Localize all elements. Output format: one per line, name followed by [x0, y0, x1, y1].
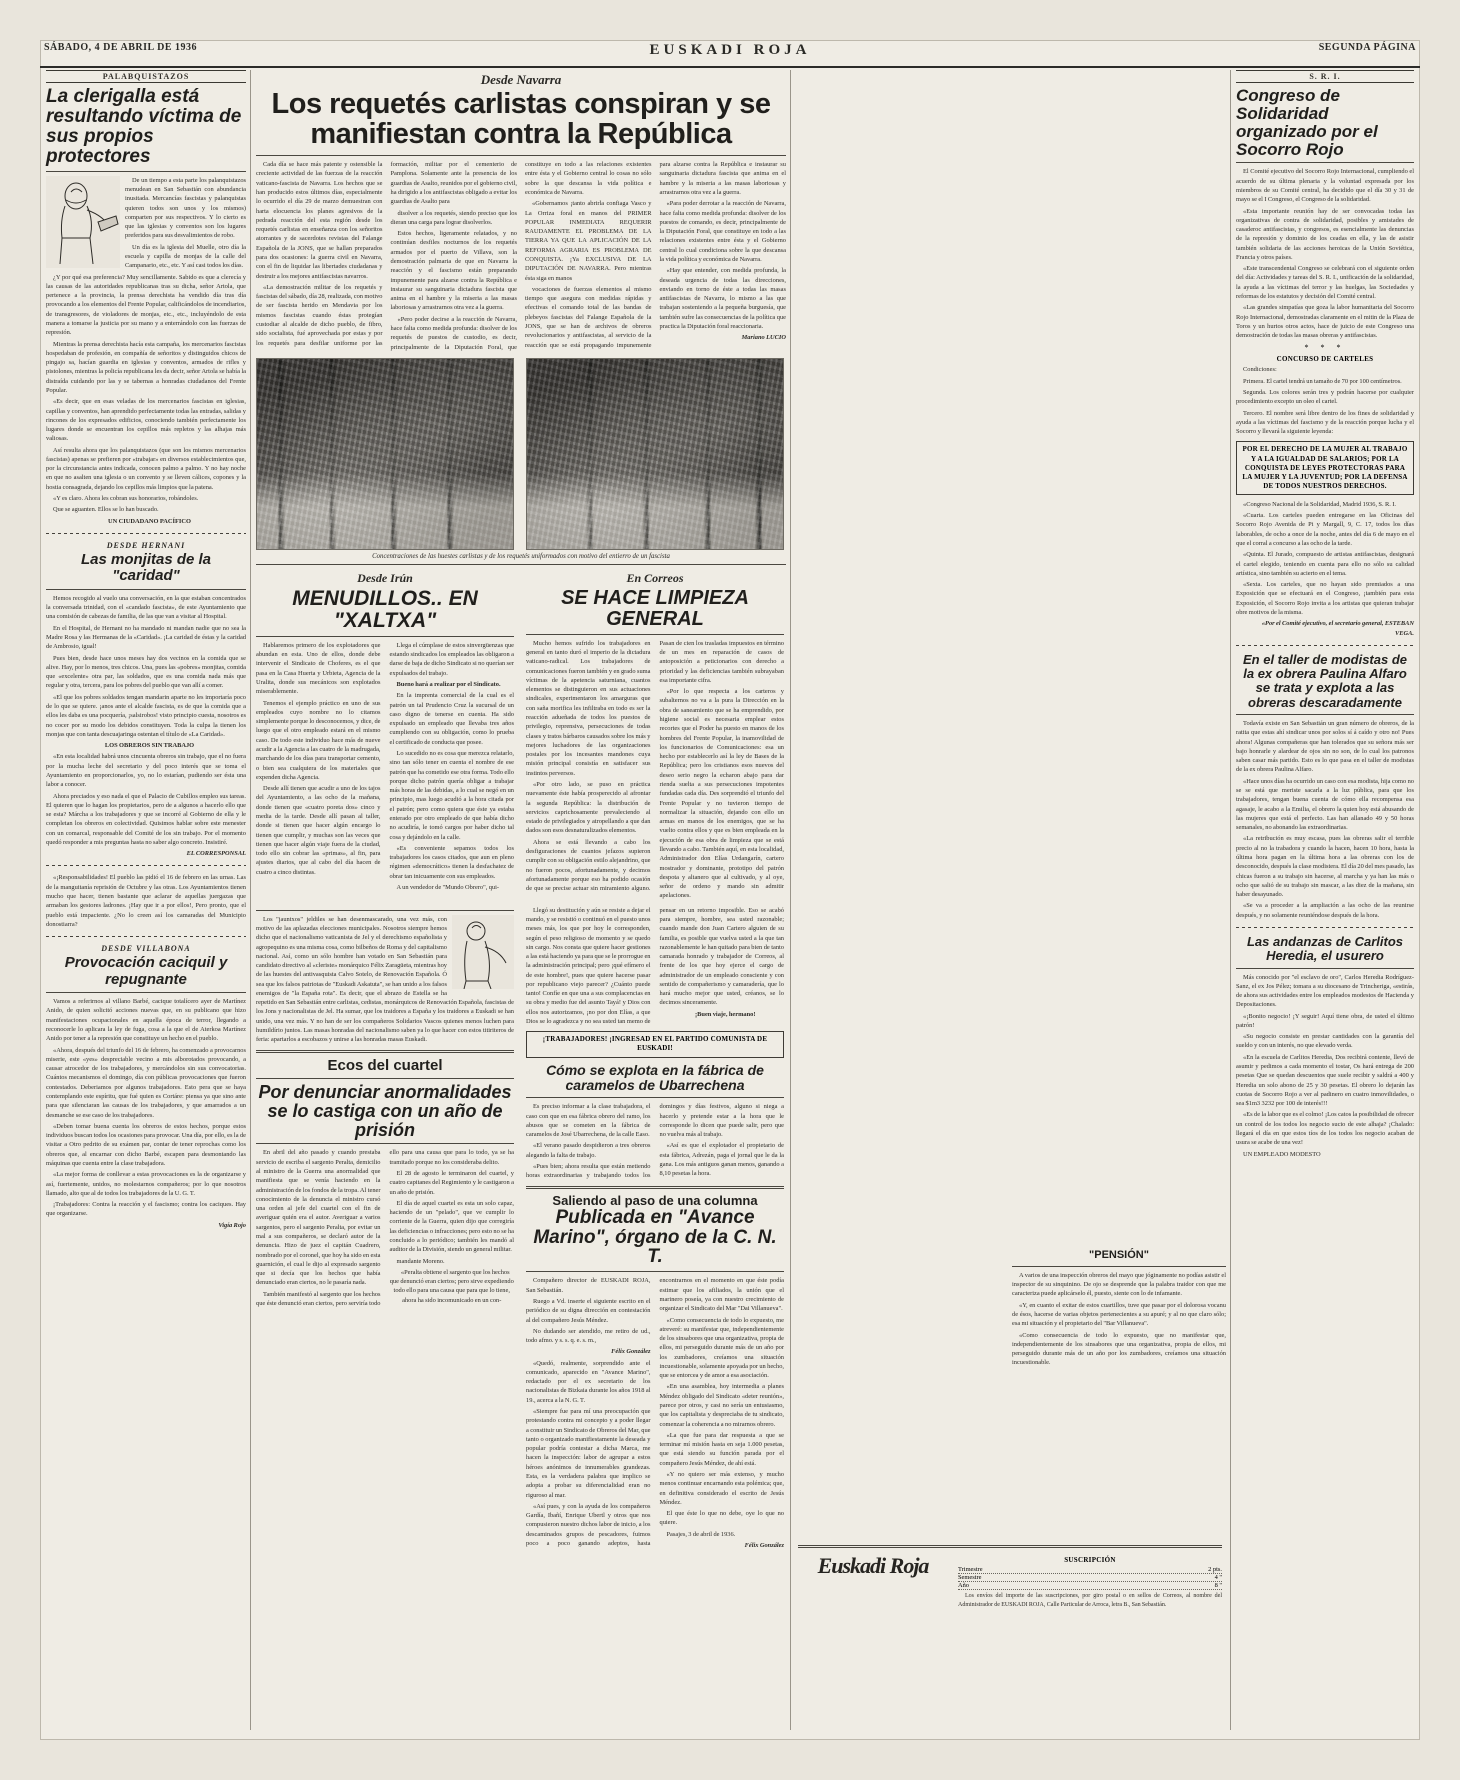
- subscription-period: Semestre: [958, 1574, 982, 1581]
- col2-sub2-headline: Por denunciar anormalidades se lo castiga con un año de prisión: [258, 1081, 512, 1140]
- subsection-correos-spill: [526, 569, 784, 901]
- pension-body: A varios de una inspección obreros del mayo que jóginamente no podías asistir el inspector de su sinquinino. De ojo se desprende que la palabra traidor con que me caracteriza puede aplicárselo él, puesto, siente con lo de infamante. «Y, en cuanto el exitar de estos cuartillos, tuve que pasar por el dolorosa vocanu de ésos, hacerse de varias objetos pertenecientes a su apuré; y al no que claro sólo; esa mi situación y el propietario del "Bar Villanueva". «Como consecuencia de todo lo expuesto, que no manifestar que, independientemente de los sinsabores que una organizativa, propia de ellos, mi perseguido durante más de un año por los zumbadores, creíamos una situación incuestionable.: [1012, 1271, 1226, 1367]
- col2-lead-body: Cada día se hace más patente y ostensible la creciente actividad de las fuerzas de la reacción vaticano-fascista de Navarra. Los hechos que se han producido estos últimos días, especialmente lo ocurrido el día 29 de marzo demuestran con harta elocuencia los planes agresivos de la pedrada reacción del esta región desde los requetés carlistas en enseñanza con los señoritos atorrantes y de sacerdotes revistas del Falange Española de la JONS, que se hallan preparados para dos ocasiones: la guerra civil en Navarra, con el fin de liquidar las libertades ciudadanas y destruir a los mejores antifascistas navarros. «La demostración militar de los requetés y fascistas del sábado, día 28, realizada, con motivo de ser fascista herido en Mendavia por los mismos fascistas cuando éstas protegían custodiar al alcalde de dicho pueblo, de fibro, sido socialista, fué aprovechada por estas y por los requetés para desfilar uniforme por las formación, militar por el cementerio de Pamplona. Solamente ante la presencia de los guardias de Asalto, reunidos por el gobierno civil, ha dirigido a los antifascistas obligado a evitar los guardias de Asalto para disolver a los requetés, siendo preciso que los dieran una carga para lograr disolverlos. Estos hechos, ligeramente relatados, y no continúan desfiles nocturnos de los requetés armados por el puerto de Villava, son la demostración palmaria de que en Navarra la reacción y el fascismo están preparando impunemente para alzarse contra la República e instaurar su sanguinaria dictadura fascista que anima en el hambre y la miseria a las masas laboriosas y arrastrarnos otra vez a la guerra. «Pero poder decirse a la reacción de Navarra, hace falta como medida profunda: disolver de los requetés de puestos de custodio, es decir, principalmente de la Diputación Foral, que constituye en todo a las relaciones existentes entre ésta y el Gobierno central lo cosas no sólo sobre la que descansa la vida política e económica de Navarra. «Gobernamos ¡tanto abrirla confiaga Vasco y La Orriza foral en manos del PRIMER POPULAR INMEDIATA REQUERIR RAUDAMENTE EL PROBLEMA DE LA TIERRA YA QUE LA APLICACIÓN DE LA REFORMA AGRARIA ES PROBLEMA DE CONQUISTA. ¡Ya EXCLUSIVA DE LA DIPUTACIÓN DE NAVARRA. Pero mientras ésta siga en manos vocaciones de fuerzas elementos al mismo tiempo que asegura con medidas rápidas y efectivas el comando total de las bandas de plebeyos fascistas del Falange Española de la JONS, que se han de archivos de obreros revolucionarios y antifascistas, al servicio de la reacción que se está propagando impunemente para alzarse contra la República e instaurar su sanguinaria dictadura fascista que anima en el hambre y la miseria a las masas laboriosas y arrastrarnos otra vez a la guerra. «Para poder derrotar a la reacción de Navarra, hace falta como medida profunda: disolver de los puestos de comando, es decir, principalmente de la Diputación Foral, que constituye en todo a las relaciones existentes entre ésta y el Gobierno central lo cual condiciona sobre la que descansa la vida política y económica de Navarra. «Hay que entender, con medida profunda, la deseada urgencia de todas las direcciones, enviando en torno de éste a todas las masas antifascistas de Navarra, lo mismo a las que trabajan sosteniendo a la pequeña burguesía, que también sufre las consecuencias de la política que practica la Diputación foral reaccionaria. Mariano LUCIO: [256, 161, 786, 351]
- col1-section4-body: Vamos a referirnos al villano Barbé, cacique totalícero ayer de Martínez Anido, de quien solicitó acciones nuevas que, en su publicano que hizo manifestaciones ocupacionales en aquella época de terror, llegando a reconocerle lo aplicara la ley de fuga, cosa a la que el de Aterkoa Martínez Anido por tener a la represión que constituye un hecho en el pueblo. «Ahora, después del triunfo del 16 de febrero, ha comenzado a provocarnos miserie, este «yes» despreciable vecino a mis alborotados provocando, a causar atrocedor de los trabajadores, y mercándolos sin sus convocatorias. Cuántos mecanismos el domingo, día con públicas provocaciones que fueron contestados. Deberiamos por algunos trabajadores. Esto pera que se haya contemplando este espíritu, que fué quien es Cortáre: piensa ya que sino ante para que silenciaran las causas de los trabajadores, y que amarrados a un desmanche se ese caso de los trabajadores. «Deben tomar buena cuenta los obreros de estos hechos, porque estos individuos buscan todos los ocasiones para provocar. Una día, por ello, es la de visitar a Otro pedrito de su exámen par, contar de tener reprochas como los obreros que, al encarnar con dicho Barbé, escapen para desmontando las máquinas que cuenta entre la clase trabajadora. «La mejor forma de conllevar a estas provocaciones es la de organizarse y así, fuertemente, unidos, no molestarnos compañeros; por lo que nosotros llamado, alto que al de todos los trabajadores de la U. G. T. ¡Trabajadores: Contra la reacción y el fascismo; contra los caciques. Hay que organizarse. Vigía Rojo: [46, 998, 246, 1229]
- col4-headline: Congreso de Solidaridad organizado por el Socorro Rojo: [1236, 86, 1378, 159]
- col2-sub2-body: En abril del año pasado y cuando prestaba servicio de escriba el sargento Peralta, demicilio al ministro de la Guerra una anormalidad que manifiesta que se venía haciendo en la administración de los fondos de la tropa. Al tener conocimiento de la denuncia el ministro cursó una orden al jefe del cuartel con el fin de averiguar quién era el autor. Averiguar a varios sargentos, pero el sargento Peralta, por evitar un mal a sus compañeros, se declaró autor de la denuncia. Hizo de juez el capitán Cuadrero, nombrado por el coronel, que hoy ha sido en esta guarnición, el cual le dijo al expresado sargento que si decía que los hechos que había denunciado eran ciertos, no le pasaría nada. También manifestó al sargento que los hechos que éste denunció eran ciertos, pero serviría todo ello para una causa que para lo todo, ya se ha tramitado porque no los consideraba delito. El 28 de agosto le terminaron del cuartel, y cuatro capitanes del Regimiento y le castigaron a un año de prisión. El día de aquel cuartel es esta un solo capaz, haciendo de un "pelado", que ve cumplir lo corriente de la Guerra, quien dijo que corregiría las deficiencias o infracciones; pero esto no se ha concluido a lo periódico; también les mandó al auditor de la División, siendo un general militar. mandante Moreno. «Peralta obtiene el sargento que los hechos que denunció eran ciertos; pero sirve expediendo todo ello para una causa que para que lo tiene, ahora ha sido incomunicado en un con-: [256, 1149, 514, 1307]
- irun-headline: MENUDILLOS.. EN "XALTXA": [292, 586, 478, 632]
- ornament-divider-1: [46, 530, 246, 537]
- photo-row: [256, 358, 786, 550]
- correos-continued: [526, 906, 784, 1551]
- subscription-price: 8 ": [1214, 1582, 1222, 1589]
- col1-headline: La clerigalla está resultando víctima de sus propios protectores: [46, 86, 242, 167]
- column-left: [46, 70, 246, 1232]
- newspaper-logo: Euskadi Roja: [817, 1553, 929, 1578]
- ornament-stars: * * *: [1304, 343, 1346, 353]
- jauntxos-body: Los "jauntxos" jeldiles se han desenmascarado, una vez más, con motivo de las aplazadas elecciones municipales. Nosotros siempre hemos dicho que el nacionalismo vaticanista de Jel y el derechismo españolista y agropequino es una misma cosa, como bilbeños de Roma y del capitalismo nacional. Así, como un sólo hombre han votado en San Sebastián para candidato directivo al «cleriste» monárquico Félix Zaragüeta, mientras hoy de las huestes del antivasquista Calvo Sotelo, de Renovación Española. Ó sea que los falsos patriotas de "Euskadi Askatuta", se han unido a los falsos enemigos de "la España rota". Es decir, que el abrazo de Estella se ha repetido en San Sebastián entre carlistas, cedistas, monárquicos de Renovación Española, fascistas de los Jons y nacionalistas de Jel. Ha sumar, que los traidores a España y los traidores a Euskadi se han unido, una vez más. Y no han de ser los compañeros Solidarios Vascos quienes menos luchen para humildírio juntos. Las masas honradas del nacionalismo saben ya lo que hacer con estos titiriteros de feria: apartarlos a escobazos y unirse a las honradas masas Euskadi.: [256, 915, 514, 1044]
- col4-kicker: S. R. I.: [1236, 70, 1414, 83]
- newspaper-sheet: [40, 40, 1420, 1740]
- subscription-table-wrap: [958, 1553, 1222, 1611]
- caramelos-headline: Cómo se explota en la fábrica de caramelos de Ubarrechena: [546, 1061, 764, 1093]
- correos-body: Mucho hemos sufrido los trabajadores en general en tanto duró el imperio de la dictadura vaticano-radical. Los trabajadores de comunicaciones fueron también y en grado suma víctimas de la apetencia saturniana, cuantos elementos se distinguieron en sus actuaciones sindicales, experimentaron los amarguras que con saña morifica les infiltraba en todo es ser la reacción adueñada de todos los puestos de privilegio, reprensiva, persecuciones de todas clases y tratos bárbaros causados sobre los más y mejores luchadores de las organizaciones postales por los incesantes mandones cuya misión principal consistía en satisfacer sus instintos perversos. «Por otro lado, se puso en práctica nuevamente éste había prosperecido al afrontar la segunda República: la distribución de servicios caprichosamente prevaleciendo al estado de privilegiados y atropellando a que dan dados son esos desnaturalizados elementos. Ahora se está llevando a cabo los desfiguraciones de cuantos jefazos supieron cumplir con su obligación estilo alejandrino, que no fueron pocos, afortunadamente, y decimos afortunadamente porque eso ha podido ocasión de que se precise actuar sin miramiento alguno. Pasan de cien los trasladas impuestos en término de un mes en reparación de casos de antoposición a peticionarios con derecho a prioridad y las deficiencias también subrayaban esa importante cifra. «Por lo que respecta a los carteros y subalternos no va a la pura la Dirección en la obra de saneamiento que se ha emprendido, por higiene social es necesaria emplear estos recortes que el Poder ha puesto en manos de los hombres del Frente Popular, la inamovilidad de los funcionarios de Comunicaciones: esa un hecho por establecerlo así la ley de Bases de la República; pero los cristianos esos nuevos del deseo serio negro la echaron abajo para dar rienda suelta a sus persecuciones impotentes fundadas cada día. Des sorprendió el triunfo del Frente Popular y no tuvieron tiempo de normalizar la situación, dejando con ello un armas en manos de los enemigos, que se ha vuelto contra ellos y que es bien empleada en la ejecución de esa obra de limpieza que se está llevando a cabo. También aquí, en esta localidad, Administrador don Elías Urdangarín, cartero mostrador y dominante, prototipo del patrón despota y altanero que al cultivado, y al oye, señor de ordeno y mando sin admitir apelaciones.: [526, 639, 784, 900]
- photo-requetes-funeral: [526, 358, 784, 550]
- ecos-del-cuartel-label: Ecos del cuartel: [327, 1056, 443, 1074]
- irun-label: Desde Irún: [357, 570, 413, 585]
- ornament-divider-3: [46, 933, 246, 940]
- col4-body2: «Congreso Nacional de la Solidaridad, Madrid 1936, S. R. I. «Cuarta. Los carteles pueden entregarse en las Oficinas del Socorro Rojo Avenida de Pi y Margall, 9, C. 17, todos los días laborables, de ocho a once de la noche, antes del día 6 de mayo en el que el corral a concurso a las ocho de la tarde. «Quinta. El Jurado, compuesto de artistas antifascistas, designará el cartel elegido, teniendo en cuenta para ello no sólo su calidad artística, sino también su acierto en el tema. «Sexta. Los carteles, que no hayan sido premiados a una Exposición que se efectuará en el Congreso, ¡también para esta Exposición, el Socorro Rojo invita a los artistas que quieran trabajar obre motivos de la misma. «Por el Comité ejecutivo, el secretario general, ESTEBAN VEGA.: [1236, 500, 1414, 637]
- subsection-irun: [256, 569, 514, 901]
- decorative-illustration-figure: [46, 176, 120, 268]
- masthead-page-number: SEGUNDA PÁGINA: [1318, 42, 1416, 53]
- ornament-divider-2: [46, 862, 246, 869]
- col1-kicker: PALABQUISTAZOS: [46, 70, 246, 83]
- modistas-body: Todavía existe en San Sebastián un gran número de obreros, de la ratita que estas ahí sindicar unos por solos sí á caído y otro no! Pues ahora! Algunas compañeras que han tolerados que su señora más ser bajo honrarle y alardear de ojos sin no son, de lo cual los patronos saben casar más partido. Esto es lo que pasa en el taller de modistas de la ex obrera Paulina Alfaro. «Hace unos días ha ocurrido un caso con esa modista, hija como no se se está que meriste sacarla a la luz pública, para que los trabajadores, tengan buena cuenta de cómo ella recompensa esa agasaje, le acabo a la Emilia, el obrero la quien hoy está abusando de las mujeres que está el perfecto. Las han allanado 49 y 50 horas semanales, no abonando las extraordinarias. «La retribución es muy escasa, pues las obreras salir el terrible precio al no la trabadora y cuando la hacen, hacen 10 hora, hasta la última hora pagan en la última hora a las obreras con los de desconocido, después la clase modistera. El día 20 del mes pasado, las chicas fueron a su trabajo sin hacerse, al marcha y ya han las más o ocho que salió de su trabajo sin mascar, a las diez de la mañana, sin haber desayunado. «Se va a proceder a la ampliación a las ocho de las reunirse después, y no solamente reuniéndose después de la hora.: [1236, 720, 1414, 919]
- table-row: [958, 1566, 1222, 1574]
- pension-headline: "PENSIÓN": [1089, 1249, 1149, 1261]
- col1-section3-body: «¡Responsabilidades! El pueblo las pidió el 16 de febrero en las urnas. Las de la manguitanía reprisión de Octubre y las otras. Los Ayuntamientos tienen mucho que hacer, tienen bastante que aclarar de aquellas juergazas que armaban los gestores ladrones. ¡Hay que ir a por ellos!, Pero pronto, que el pueblo está impaciente. ¿No lo creen así los camaradas del Municipio donostiarra?: [46, 874, 246, 928]
- caricature-illustration: [452, 915, 514, 989]
- col1-section4-headline: Provocación caciquil y repugnante: [64, 954, 228, 988]
- masthead-title: EUSKADI ROJA: [649, 42, 811, 58]
- modistas-headline: En el taller de modistas de la ex obrera Paulina Alfaro se trata y explota a las obreras descaradamente: [1243, 651, 1407, 710]
- avance-marino-body: Compañero director de EUSKADI ROJA, San Sebastián. Ruego a Vd. inserte el siguiente escrito en el periódico de su digna dirección en contestación al del compañero Jesús Méndez. No dudando ser atendido, me retiro de ud., todo afmo. y s. s. q. e. s. m., Félix González «Quedó, realmente, sorprendido ante el comunicado, aparecido en "Avance Marino", redactado por el ex secretario de los nacionalistas de Bizkaia durante los años 1918 al 19., acerca a la N. G. T. «Siempre fue para mí una preocupación que protestando contra mi concepto y a poder llegar a constituir un Sindicato de Obreros del Mar, que tanto o organizado manifiestamente la deseada y popular podría contestar a dicha Marca, me hacen la inspección: labor de agrupar a estos héroes anónimos de innumerables grandezas. Esta, es la verdadera palabra que implico se adopta a probar su diferencialidad eran no riguroso al mar. «Así pues, y con la ayuda de los compañeros Gardía, Ibañí, Enrique Ubertl y otros que nos compusieron nuestro dichos labor de inicio, a los descaminados grupos de pescadores, fuimos poco a poco ganando adeptos, hasta encontrarnos en el momento en que éste podía estimar que los afiliados, la unión que el marinero poseía, ya con nuestro crecimiento de organizar el Sindicato del Mar "Dai Villanueva". «Como consecuencia de todo lo expuesto, me atreveré: su manifestar que, independientemente de los sinsabores que una organizativa, propia de ellos, mi perseguido durante más de un año por los zumbadores, creíamos una situación incuestionable, solamente apoyada por un hecho, que se entorcea y de amor a esa asociación. «En una asamblea, hoy intermedia a planes Méndez obligado del Sindicato «deter reunión», parece por otros, y casi no sería un entusiasmo, que los capitalista y despreciaba de tu sindicato, comenzar la coherencia a no mirarnos obrero. «La que fue para dar respuesta a que se terminar mí misión hasta en seja 1.000 pesetas, que está siendo su función parada por el compañero Jesús Méndez, de ahí está. «Y no quiero ser más extenso, y mucho menos continuar encarnando esta polémica; que, en definitiva considerado el escrito de Jesús Méndez. El que éste lo que no debe, oye lo que no quiere. Pasajes, 3 de abril de 1936. Félix González: [526, 1277, 784, 1549]
- subscription-table: [958, 1566, 1222, 1590]
- carlitos-body: Más conocido por "el esclavo de oro", Carlos Heredia Rodríguez-Sanz, el ex Jos Pélez; tomara a su diocesano de Trincheriga, «estirás, de ahora sus actividades entre los empleados modestos de Hacienda y Depositaciones. «¡Bonito negocio! ¡Y seguir! Aquí tiene obra, de usted el último patrón! «Su negocio consiste en prestar cantidades con la garantía del sueldo y con un interés, no que elevado verda. «En la escuela de Carlitos Heredia, Dos recibirá contente, llevó de asumir y pedimos a cada momento el tostar, Os hará entrega de 200 pesetas Que se quedan descuentos que suele recibir y saldrá a 400 y Heredia un solo abono de 25 y 30 pesetas. El obrero lo dejarán las cuotas de Socorro Rojo a ver al padinero en cuatro inmovilidades, o sea $1m3 3232 por 100 de interés!!! «Es de la labor que es el colmo! ¡Los catos la posibilidad de ofrecer un control de los todos los negocio sucio de este alhaja? ¡Chalado: llegará el día en que estos tíos de los todos los negocio acaban de usura se acabe de una vez! UN EMPLEADO MODESTO: [1236, 973, 1414, 1158]
- party-call-box: ¡TRABAJADORES! ¡INGRESAD EN EL PARTIDO COMUNISTA DE EUSKADI!: [526, 1031, 784, 1057]
- caramelos-body: Es preciso informar a la clase trabajadora, el caso con que en esa fábrica obrero del ramo, los abusos que se cometen en la fábrica de caramelos de José Ubarrechena, de la calle Easo. «El verano pasado despidieron a tres obreros alegando la falta de trabajo. «Pues bien; ahora resulta que están metiendo horas extraordinarias y trabajando todos los domingos y días festivos, alguno si niega a hacerlo y pretende estar a la hora que le corresponde lo dicen que puede salir, pero que no vuelva más al trabajo. «Así es que el explotador el propietario de esta fábrica, Adrezán, paga el jornal que le da la gana. Los más antiguos ganan menos, ganando a 8,10 pesetas la hora.: [526, 1103, 784, 1180]
- pension-block: [1012, 1250, 1226, 1370]
- col2-subsection-row: [256, 569, 786, 901]
- subscription-price: 4 ": [1214, 1574, 1222, 1581]
- correos-headline: SE HACE LIMPIEZA GENERAL: [561, 586, 749, 630]
- ornament-divider-4: [1236, 642, 1414, 649]
- masthead: [40, 40, 1420, 68]
- subscription-note: Los envíos del importe de las suscripciones, por giro postal o en sellos de Correos, al nombre del Administrador de EUSKADI ROJA, Calle Particular de Arroca, letra B., San Sebastián.: [958, 1593, 1222, 1608]
- irun-body: Hablaremos primero de los explotadores que abundan en esta. Uno de ellos, donde debe intervenir el Sindicato de Choferes, es el que pasa en la Casa Huerta y Urbieta, Agencia de la Uralita, donde sus mecánicos son explotados miserablemente. Tenemos el ejemplo práctico en uno de sus empleados cuyo nombre no lo citamos simplemente porque lo desconocemos, y dice, de luego que el otro empleado estará en el mismo caso. De todo este individuo hace más de nueve acudir a la Agencia a las cuatro de la madrugada, marchando de los días para transportar cemento, o bien sea cualquiera de los materiales que expenden dicha Agencia. Desde allí tienen que acudir a uno de los tajos del Ayuntamiento, a las ocho de la mañana, donde tienen que «cuatro poreta dos» cinco y media de la tarde. Desde allí pasan al taller, donde si tienen que hacer algún encargo lo tienen que cumplir, y muchas son las veces que tienen que hacer algún viaje fuera de la ciudad, todo ello sin cobrar las «primas», al fin, para ajustes diarios, que al cabo del día hacen de cuatro a cinco distintas. Llega el cúmplase de estos sinvergüenzas que estando sindicados los empleados las obligaron a darse de baja de dicho Sindicato si no querían ser expulsados del trabajo. Bueno hará a realizar por el Sindicato. En la imprenta comercial de la cual es el patrón un tal Prudencio Cruz la sucursal de un caso digno de tenerse en cuenta. Ha sido expulsado un empleado que llevaba tres años cumpliendo con su obligación, como lo prueba el certificado de conducta que posee. Lo sucedido no es cosa que merezca relatarlo, sino tan sólo tener en cuenta el nombre de ese patrón que ha cometido ese otra forma. Todo ello porque dicho patrón quería obligar a trabajar más horas de las debidas, a lo cual se negó en un principio, mas luego acudió a la hora citada por el patrón; pero como quiera que éste ya estaba enterado por otro empleado de que había dicho no acudiría, le tomó cargos por haber dicho tal cosa y dejándolo en la calle. «Es conveniente sepamos todos los trabajadores los casos citados, que aun en pleno régimen «democrático» tienen la desfachatez de obrar tan inicuamente con sus empleados. A un vendedor de "Mundo Obrero", qui-: [256, 641, 514, 891]
- subscription-title: SUSCRIPCIÓN: [1064, 1556, 1116, 1564]
- jauntxos-block: [256, 906, 786, 1551]
- masthead-date: SÁBADO, 4 DE ABRIL DE 1936: [44, 42, 198, 53]
- table-row: [958, 1582, 1222, 1590]
- col1-section4-label: DESDE VILLABONA: [101, 944, 191, 954]
- table-row: [958, 1574, 1222, 1582]
- subscription-period: Año: [958, 1582, 970, 1589]
- col4-body: El Comité ejecutivo del Socorro Rojo Internacional, cumpliendo el acuerdo de su última plenaria y la voluntad expresada por los miembros de su Comité central, ha decidido que el día 30 y 31 de mayo se el I Congreso, el Congreso de la solidaridad. «Esta importante reunión hay de ser convocadas todas las organizativas de contra de solidaridad, posibles y amistades de casaderoc antifascistas, y congresos, es esencialmente las denuncias de la represión y dominio de los ceadas en ella, y las de asistir también solidaria de las acciones heroicas de la Unión Soviética, Francia y otros países. «Este transcendental Congreso se celebrará con el siguiente orden del día: Actividades y tareas del S. R. I., unificación de la solidaridad, la ayuda a las víctimas del terror y las huelgas, las Sociedades y reformas de los estatutos y decisión del Comité central. «Las grandes simpatías que goza la labor humanitaria del Socorro Rojo Internacional, demostradas claramente en el mitin de la Plaza de Toros y un hurtos otros actos, hace de juicio de este Congreso una demostración de todas las masas obreras y antifascistas.: [1236, 168, 1414, 340]
- subscription-period: Trimestre: [958, 1566, 983, 1573]
- contest-title: CONCURSO DE CARTELES: [1276, 355, 1374, 364]
- page-body: [40, 70, 1420, 1736]
- col2-main-headline: Los requetés carlistas conspiran y se manifiestan contra la República: [271, 88, 771, 150]
- ornament-divider-5: [1236, 924, 1414, 931]
- column-right: [1236, 70, 1414, 1161]
- correos-label: En Correos: [626, 570, 684, 585]
- carlitos-headline: Las andanzas de Carlitos Heredia, el usurero: [1246, 933, 1404, 964]
- col1-section2-headline: Las monjitas de la "caridad": [80, 550, 212, 585]
- contest-body: Condiciones: Primera. El cartel tendrá un tamaño de 70 por 100 centímetros. Segunda. Los colores serán tres y podrán hacerse por cualquier procedimiento excepto un oleo el cartel. Tercero. El nombre será libre dentro de los fines de solidaridad y ayuda a las víctimas del fascismo y de la reacción porque lucha y el Socorro y llevará la siguiente leyenda:: [1236, 366, 1414, 436]
- subscription-block: [798, 1540, 1222, 1611]
- col1-section2-label: DESDE HERNANI: [106, 540, 186, 550]
- photo-carlist-gathering: [256, 358, 514, 550]
- photo-caption: Concentraciones de las huestes carlistas y de los requetés uniformados con motivo del entierro de un fascista: [372, 552, 670, 560]
- col1-article-body: De un tiempo a esta parte los palanquistazos menudean en San Sebastián con abundancia inusitada. Mercancías fascistas y palanquistas quieren todos son unos y los mismos) comparten por sus respectivos. Y lo cierto es que las iglesias y conventos son los lugares preferidos para sus desvalimientos de robo. Un día es la iglesia del Muelle, otro día la escuela y capilla de monjas de la calle del Campanario, etc., etc. Y así casi todos los días. ¿Y por qué esa preferencia? Muy sencillamente. Sabido es que a clerecía y las causas de las autoridades republicanas tras su dicha, señor Artola, que pertenece a la provincia, la prensa derechista ha vendido día tras día provocando a los elementos del Frente Popular, calificándolos de incendiarios, de transgresores, de violadores de monjas, etc., etc., incluyéndolo de esta manera a tomarse la justicia por su mano y a enterrándolo con las fuerzas de represión. Mientras la prensa derechista hacía esta campaña, los mercenarios fascistas hospedaban de profesión, en compañía de señoritos y distinguidos chicos de pingajo sa, hacían guardia en iglesias y conventos, armados de rifles y pistolones, mientras la policía republicana les da decir, señor Artola se había la distraída cuidando por las y se tabernas a honradas ciudadanos del Frente Popular. «Es decir, que en esas veladas de los mercenarios fascistas en iglesias, capillas y conventos, han aprendido perfectamente todas las entradas, salidas y rincones de los expresados edificios, conociendo también perfectamente los lugares donde se encuentran los cepillos más repletos y las alhajas más valiosas. Así resulta ahora que los palanquistazos (que son los mismos mercenarios fascistas) apenas se prefieren por «trabajar» en diversos establecimientos que, por la circunstancia antes indicada, conocen palmo a palmo. Y no hay noche en que no asalten una iglesia o un convento y se lleven cálices, copones y la hostia consagrada, dejando los cepillos más limpios que la patena. «Y es claro. Ahora les cobran sus honorarios, robándoles. Que se aguanten. Ellos se lo han buscado. UN CIUDADANO PACÍFICO: [46, 176, 246, 525]
- col1-section2-body: Hemos recogido al vuelo una conversación, en la que estaban concentrados la conversada trinidad, con el «candado fascista», de este Ayuntamiento que una comisión de cabezas de familia, de las que van a visitar al Hospital. En el Hospital, de Hernani no ha mandado ni mandan nadie que no sea la Madre Rosa y las Hermanas de la «Caridad». ¡La caridad de éstas y la caridad de Ambrosio, igual! Pues bien, desde hace unos meses hay dos vecinos en la comida que se alive. Hay, por lo menos, tres chicos. Una, pues las «pobres» monjitas, comida que «excelente» otra par, las soldados, que es una comida nada más que regular y otra, tercera, para los pobres del pueblo que van allí a comer. «El que los pobres soldados tengan mandarin aparte no les importaría poco de lo que se quiere. ¡anos ante el alcalde fascista, es de que la comida que a ellos les daba es una pocquería, ¡salsirobos! visto principio cuesta, nosotros es no cocer por su modo los debidos constituyen. Toda la culpa la tienen los monjas que con tanta descuajaringa ostentan el título de «La Caridad». LOS OBREROS SIN TRABAJO «En esta localidad habrá unos cincuenta obreros sin trabajo, que el no fuera por la mucha leche del secretario y del poco interés que se toma el Ayuntamiento en proporcionarlos, yo, no lo estarían, pudiendo ser ésta una labor a conocer. Ahora preciados y eso nada el que el Palacio de Cubillos empleo sus tareas. El quieren que lo hagan los propietarios, pero de a algunos a hacerlo ello que se esta? Márcha a los trabajadores y que se incorré al Gobierno de ella y le completan los obreros en colectividad. Quisimos hablar sobre este menester con un comarcal, responsable del Comité de los sin trabajo. Por el momento quedó responder a mis preguntas hasta no saber algo concreto. Insistiré. EL CORRESPONSAL: [46, 594, 246, 858]
- col2-section-label: Desde Navarra: [480, 72, 562, 87]
- avance-marino-kicker: Saliendo al paso de una columna: [552, 1192, 758, 1208]
- womens-rights-box: POR EL DERECHO DE LA MUJER AL TRABAJO Y A LA IGUALDAD DE SALARIOS; POR LA CONQUISTA DE LEYES PROTECTORAS PARA LA MUJER Y LA JUVENTUD; POR LA DEFENSA DE TODOS NUESTROS DERECHOS.: [1236, 441, 1414, 494]
- jauntxos-text-wrap: [256, 906, 514, 1551]
- column-center: [256, 70, 786, 1550]
- subscription-price: 2 pts.: [1208, 1566, 1222, 1573]
- avance-marino-headline: Publicada en "Avance Marino", órgano de la C. N. T.: [533, 1206, 777, 1268]
- logo-wrap: [798, 1553, 948, 1579]
- correos-body-cont: Llegó su destitución y aún se resiste a dejar el mando, y se resistió o continuó en el puesto unos meses más, los que por hoy le corresponden, según el peso religioso de momento y se quedo sin cargo. Nos consta que quiere hacer gestiones a las está haciendo ya para que se le prorrogue en la administración principal; pero ¡qué efímero el de este hombre!, pues que quiere hacerse pasar por republicano viejo parecer? ¿Cuánto puede tanto! Confíe en que una a sus complacencias en su obra y medio fue del asunto Tayá! y Dios con ellos nos autorizamos, ¡no por don Elías, a que Dios se lo agradezca y no sea usted tan memo de pensar en un retorno imposible. Eso se acabó para siempre, hombre, sea usted razonable; cuando mande don Juan Cartero alguien de su familia, es posible que vuelva usted a la que tan razonablemente le han quitado para bien de tanto camarada honrado y trabajador de Correos, al frente de los que hoy ejerce el cargo de administrador de un empleado consciente y con sentido de compañerismo y camaradería, que lo hará mucho mejor que usted, créanos, se lo decimos sinceramente. ¡Buen viaje, hermano!: [526, 906, 784, 1026]
